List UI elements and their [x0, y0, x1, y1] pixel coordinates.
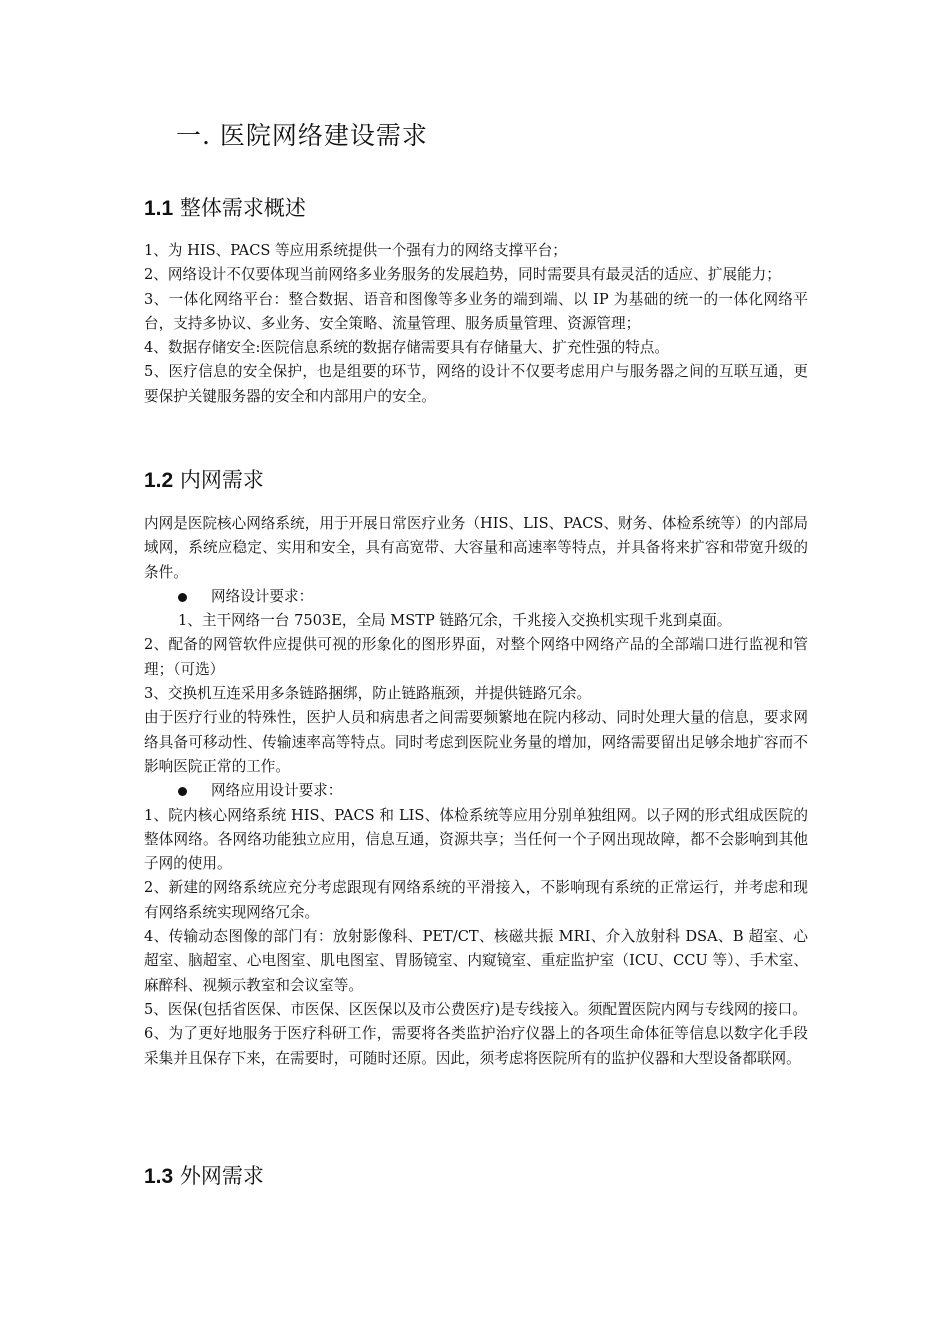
section-heading-1-1	[144, 192, 306, 222]
page-title: 一. 医院网络建设需求	[176, 121, 428, 150]
section-heading-1-3	[144, 1160, 264, 1190]
bullet-item	[144, 585, 808, 609]
section-title: 外网需求	[179, 1164, 264, 1188]
paragraph: 由于医疗行业的特殊性，医护人员和病患者之间需要频繁地在院内移动、同时处理大量的信息，要求网络具备可移动性、传输速率高等特点。同时考虑到医院业务量的增加，网络需要留出足够余地扩容而不影响医院正常的工作。	[144, 709, 808, 775]
paragraph: 2、配备的网管软件应提供可视的形象化的图形界面，对整个网络中网络产品的全部端口进行监视和管理；（可选）	[144, 636, 808, 678]
section-1-1-body	[144, 239, 808, 409]
paragraph: 2、网络设计不仅要体现当前网络多业务服务的发展趋势，同时需要具有最灵活的适应、扩展能力；	[144, 266, 781, 284]
paragraph: 3、交换机互连采用多条链路捆绑，防止链路瓶颈，并提供链路冗余。	[144, 685, 592, 703]
paragraph: 4、数据存储安全:医院信息系统的数据存储需要具有存储量大、扩充性强的特点。	[144, 339, 669, 357]
section-heading-1-2	[144, 464, 264, 494]
paragraph: 4、传输动态图像的部门有：放射影像科、PET/CT、核磁共振 MRI、介入放射科 DSA、B 超室、心超室、脑超室、心电图室、肌电图室、胃肠镜室、内窥镜室、重症监护室（ICU、CCU 等）、手术室、麻醉科、视频示教室和会议室等。	[144, 928, 808, 994]
bullet-label: 网络应用设计要求：	[211, 782, 343, 800]
section-1-2-body	[144, 512, 808, 1071]
section-number: 1.2	[144, 469, 174, 492]
section-number: 1.1	[144, 197, 174, 220]
section-title: 内网需求	[179, 468, 264, 492]
paragraph: 内网是医院核心网络系统，用于开展日常医疗业务（HIS、LIS、PACS、财务、体检系统等）的内部局域网，系统应稳定、实用和安全，具有高宽带、大容量和高速率等特点，并具备将来扩容和带宽升级的条件。	[144, 515, 808, 581]
paragraph: 5、医疗信息的安全保护，也是组要的环节，网络的设计不仅要考虑用户与服务器之间的互联互通，更要保护关键服务器的安全和内部用户的安全。	[144, 363, 808, 405]
bullet-label: 网络设计要求：	[211, 587, 314, 605]
paragraph: 1、主干网络一台 7503E，全局 MSTP 链路冗余，千兆接入交换机实现千兆到桌面。	[178, 612, 732, 630]
paragraph: 5、医保(包括省医保、市医保、区医保以及市公费医疗)是专线接入。须配置医院内网与专线网的接口。	[144, 1000, 807, 1018]
paragraph: 3、一体化网络平台：整合数据、语音和图像等多业务的端到端、以 IP 为基础的统一的一体化网络平台，支持多协议、多业务、安全策略、流量管理、服务质量管理、资源管理；	[144, 290, 808, 332]
paragraph: 6、为了更好地服务于医疗科研工作，需要将各类监护治疗仪器上的各项生命体征等信息以数字化手段采集并且保存下来，在需要时，可随时还原。因此，须考虑将医院所有的监护仪器和大型设备都联网。	[144, 1025, 808, 1067]
paragraph: 1、院内核心网络系统 HIS、PACS 和 LIS、体检系统等应用分别单独组网。以子网的形式组成医院的整体网络。各网络功能独立应用，信息互通，资源共享；当任何一个子网出现故障，都不会影响到其他子网的使用。	[144, 806, 808, 873]
paragraph: 1、为 HIS、PACS 等应用系统提供一个强有力的网络支撑平台；	[144, 242, 567, 259]
bullet-item	[144, 779, 808, 803]
bullet-icon	[178, 593, 187, 602]
bullet-icon	[178, 787, 187, 796]
section-number: 1.3	[144, 1165, 174, 1188]
paragraph: 2、新建的网络系统应充分考虑跟现有网络系统的平滑接入，不影响现有系统的正常运行，并考虑和现有网络系统实现网络冗余。	[144, 879, 808, 921]
section-title: 整体需求概述	[179, 196, 306, 220]
